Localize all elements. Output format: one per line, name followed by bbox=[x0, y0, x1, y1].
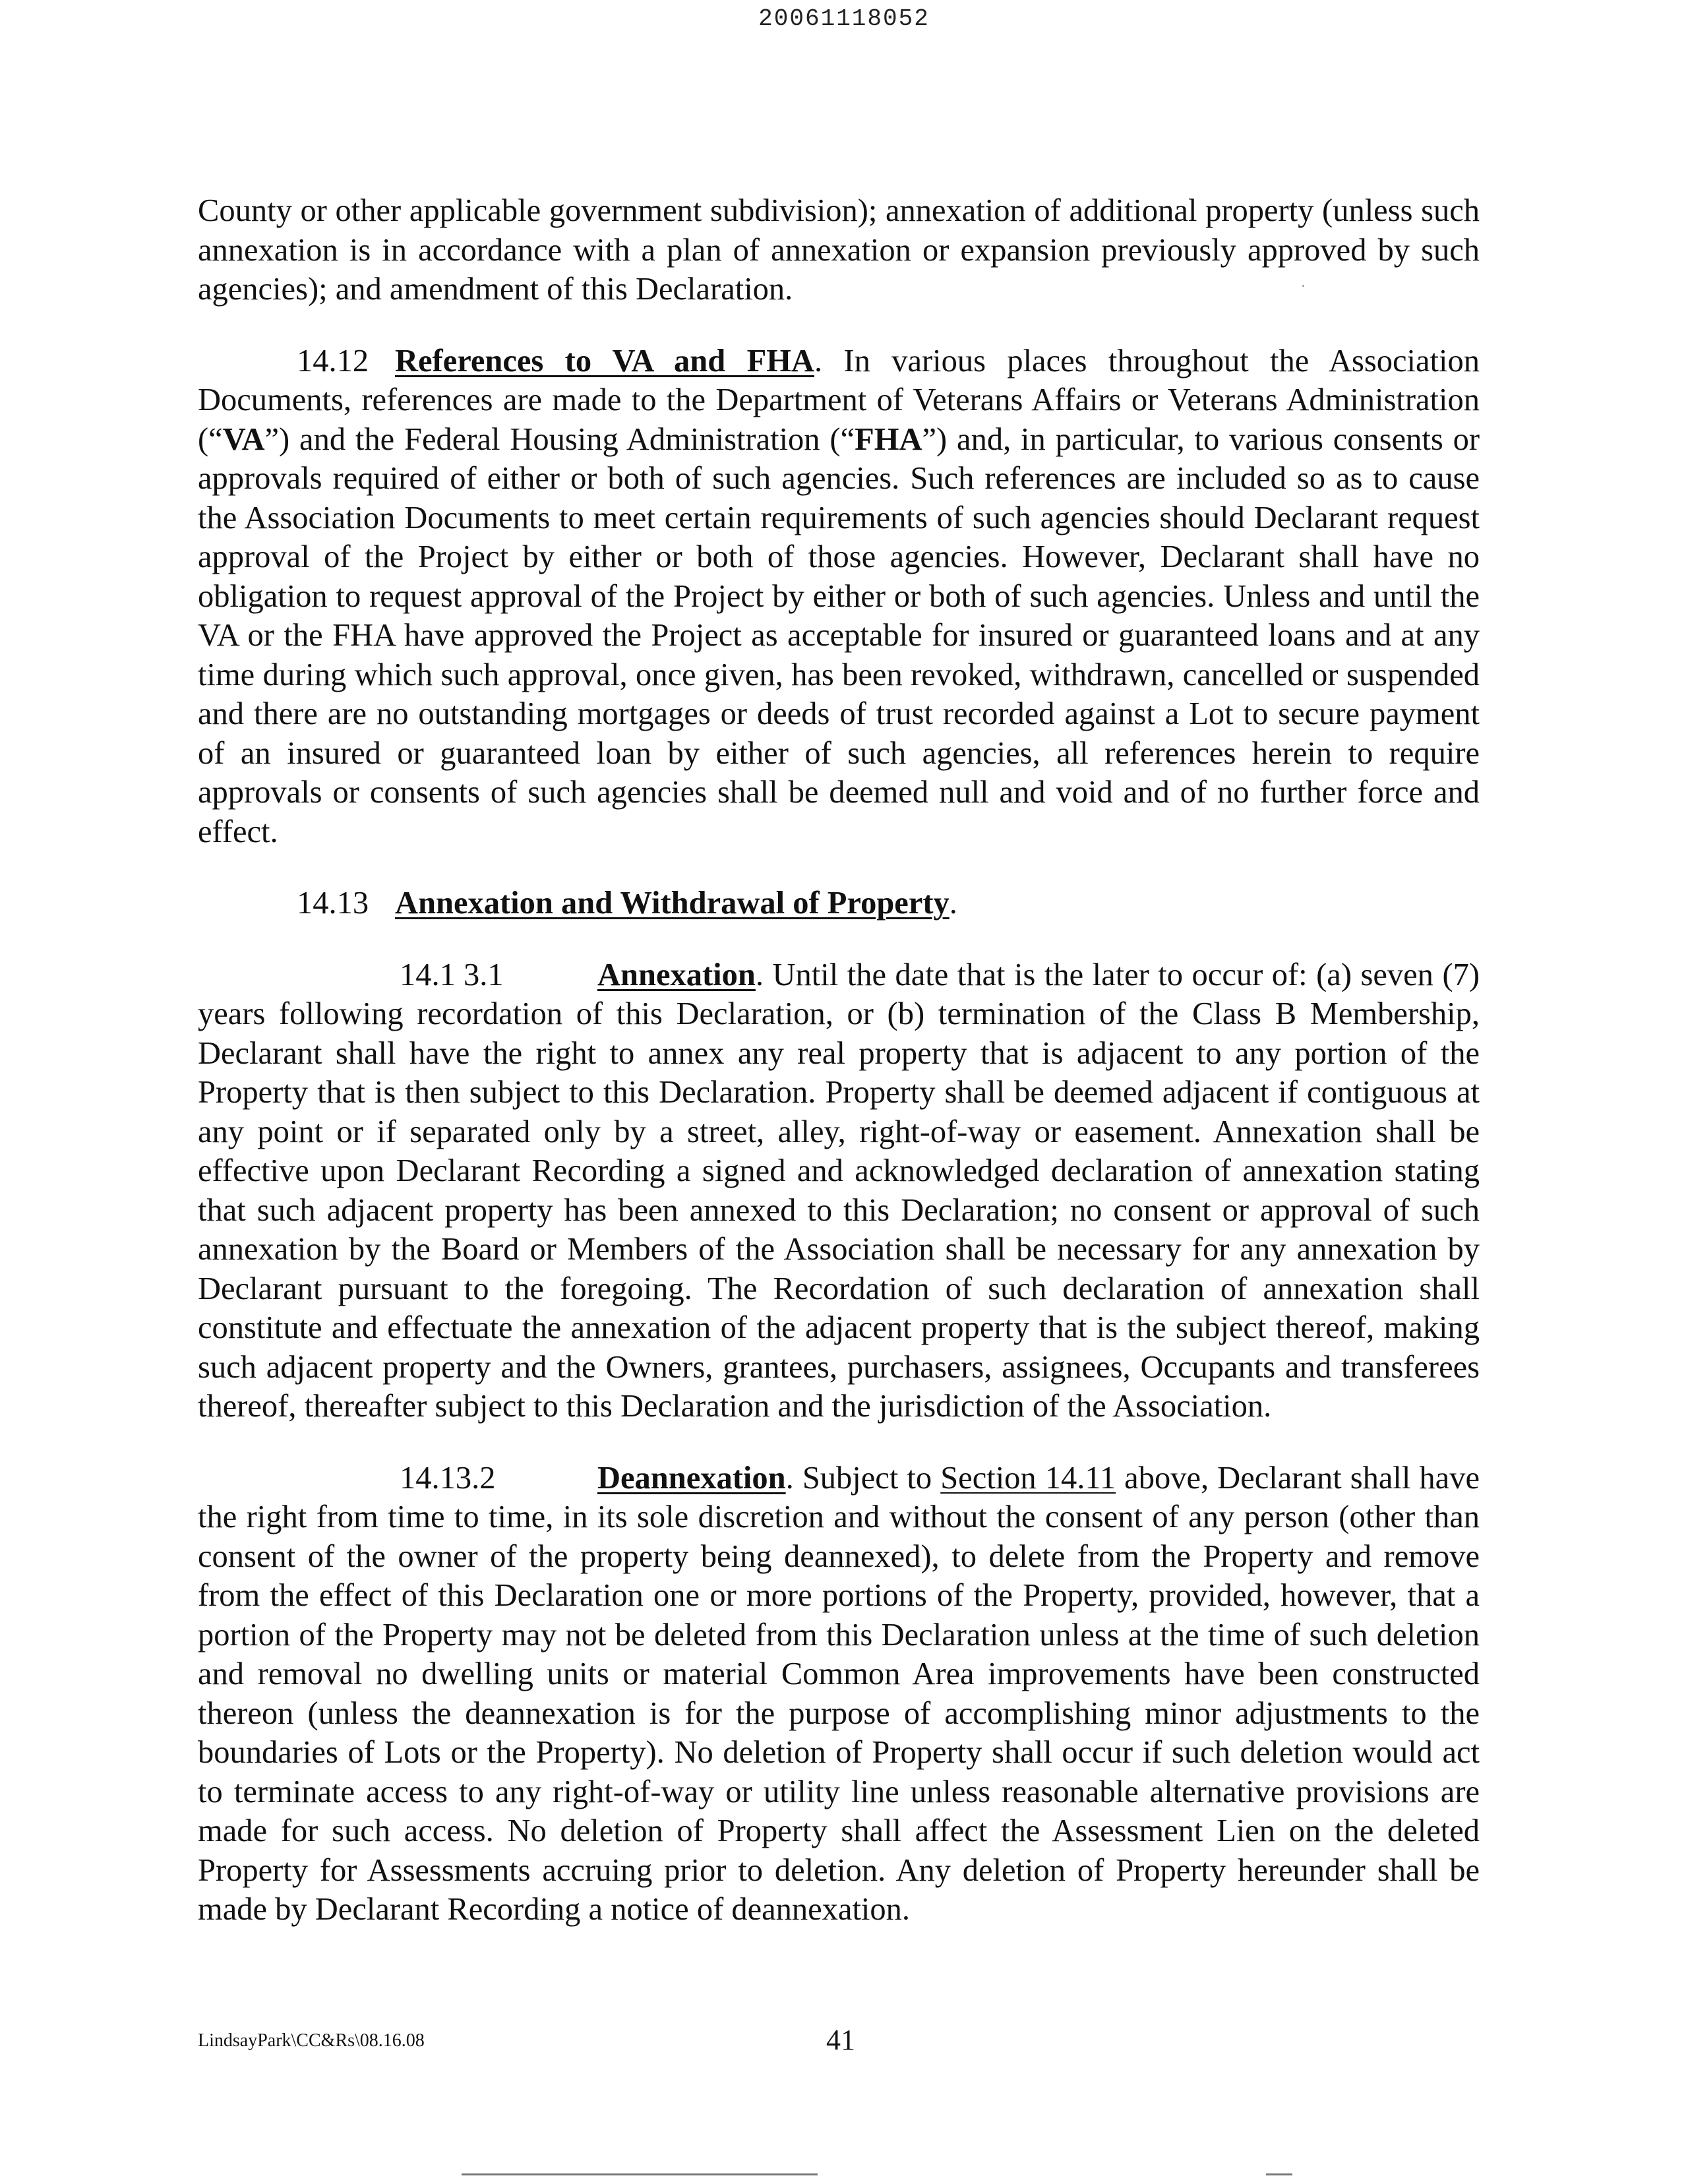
scan-artifact-line bbox=[462, 2173, 818, 2175]
document-number: 20061118052 bbox=[758, 5, 930, 32]
section-14-13-1 bbox=[198, 956, 1480, 1426]
footer-file-reference: LindsayPark\CC&Rs\08.16.08 bbox=[198, 2030, 425, 2051]
section-number: 14.1 3.1 bbox=[400, 957, 504, 992]
section-number: 14.13 bbox=[297, 886, 369, 921]
section-heading: Deannexation bbox=[597, 1460, 786, 1496]
section-text: ”) and the Federal Housing Administration (“ bbox=[264, 421, 855, 457]
section-text: above, Declarant shall have the right from time to time, in its sole discretion and without the consent of any person (other than consent of the owner of the property being deannexed), to delete from the Property and remove from the effect of this Declaration one or more portions of the Property, provided, however, that a portion of the Property may not be deleted from this Declaration unless at the time of such deletion and removal no dwelling units or material Common Area improvements have been constructed thereon (unless the deannexation is for the purpose of accomplishing minor adjustments to the boundaries of Lots or the Property). No deletion of Property shall occur if such deletion would act to terminate access to any right-of-way or utility line unless reasonable alternative provisions are made for such access. No deletion of Property shall affect the Assessment Lien on the deleted Property for Assessments accruing prior to deletion. Any deletion of Property hereunder shall be made by Declarant Recording a notice of deannexation. bbox=[198, 1460, 1480, 1927]
section-heading: References to VA and FHA bbox=[395, 343, 814, 379]
section-14-12 bbox=[198, 342, 1480, 852]
term-fha: FHA bbox=[855, 421, 922, 457]
section-cross-reference: Section 14.11 bbox=[940, 1460, 1116, 1496]
section-14-13-2 bbox=[198, 1459, 1480, 1929]
section-text: . Until the date that is the later to occur of: (a) seven (7) years following recordation of this Declaration, or (b) termination of the Class B Membership, Declarant shall have the right to annex any real property that is adjacent to any portion of the Property that is then subject to this Declaration. Property shall be deemed adjacent if contiguous at any point or if separated only by a street, alley, right-of-way or easement. Annexation shall be effective upon Declarant Recording a signed and acknowledged declaration of annexation stating that such adjacent property has been annexed to this Declaration; no consent or approval of such annexation by the Board or Members of the Association shall be necessary for any annexation by Declarant pursuant to the foregoing. The Recordation of such declaration of annexation shall constitute and effectuate the annexation of the adjacent property that is the subject thereof, making such adjacent property and the Owners, grantees, purchasers, assignees, Occupants and transferees thereof, thereafter subject to this Declaration and the jurisdiction of the Association. bbox=[198, 957, 1480, 1424]
section-heading: Annexation and Withdrawal of Property bbox=[395, 886, 950, 921]
section-tail: . bbox=[949, 886, 957, 921]
page-number: 41 bbox=[826, 2024, 855, 2056]
section-heading: Annexation bbox=[597, 957, 756, 992]
section-text: . In various places throughout the Association Documents, references are made to the Department of Veterans Affairs or Veterans Administration (“ bbox=[198, 343, 1480, 457]
section-number: 14.13.2 bbox=[400, 1460, 496, 1496]
document-body bbox=[198, 191, 1480, 1929]
continuation-paragraph: County or other applicable government subdivision); annexation of additional property (unless such annexation is in accordance with a plan of annexation or expansion previously approved by such agencies); and amendment of this Declaration. bbox=[198, 193, 1480, 307]
term-va: VA bbox=[222, 421, 265, 457]
section-text: ”) and, in particular, to various consents or approvals required of either or both of such agencies. Such references are included so as to cause the Association Documents to meet certain requirements of such agencies should Declarant request approval of the Project by either or both of those agencies. However, Declarant shall have no obligation to request approval of the Project by either or both of such agencies. Unless and until the VA or the FHA have approved the Project as acceptable for insured or guaranteed loans and at any time during which such approval, once given, has been revoked, withdrawn, cancelled or suspended and there are no outstanding mortgages or deeds of trust recorded against a Lot to secure payment of an insured or guaranteed loan by either of such agencies, all references herein to require approvals or consents of such agencies shall be deemed null and void and of no further force and effect. bbox=[198, 421, 1480, 849]
scan-artifact-line bbox=[1266, 2173, 1292, 2175]
scan-speck bbox=[1302, 285, 1304, 287]
section-14-13 bbox=[198, 884, 1480, 923]
section-number: 14.12 bbox=[297, 343, 369, 379]
section-text: . Subject to bbox=[785, 1460, 941, 1496]
